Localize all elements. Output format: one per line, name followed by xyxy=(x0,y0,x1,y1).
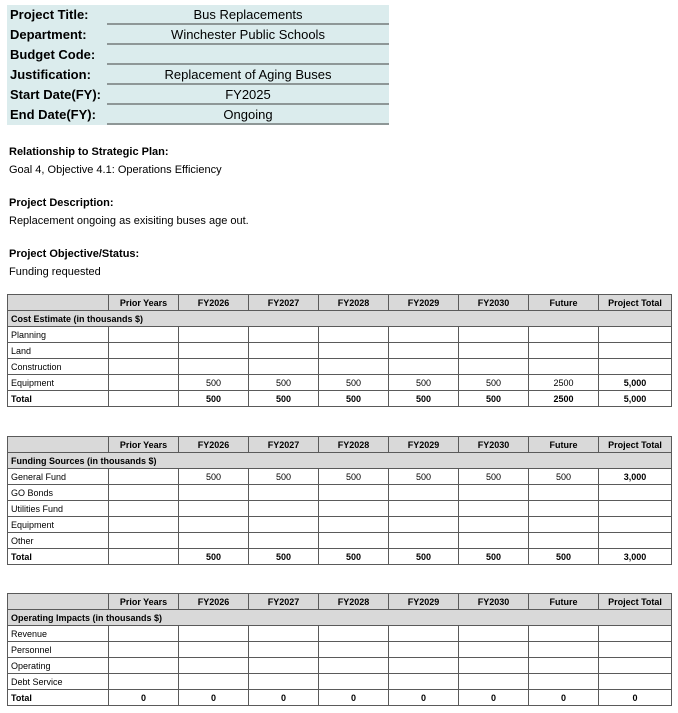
header-row-start-date xyxy=(7,85,389,105)
header-label: Start Date(FY): xyxy=(7,85,107,105)
cell xyxy=(179,327,249,343)
cell xyxy=(389,327,459,343)
table-row xyxy=(8,658,672,674)
table-header-row xyxy=(8,437,672,453)
cell xyxy=(249,642,319,658)
cell: 500 xyxy=(179,375,249,391)
cell: 500 xyxy=(389,375,459,391)
row-label: Planning xyxy=(8,327,109,343)
header-label: Project Title: xyxy=(7,5,107,25)
cell xyxy=(599,658,672,674)
cell xyxy=(459,658,529,674)
cell xyxy=(319,501,389,517)
cell xyxy=(529,517,599,533)
cell xyxy=(109,359,179,375)
cell xyxy=(109,642,179,658)
section-text: Goal 4, Objective 4.1: Operations Efficiency xyxy=(9,164,222,176)
cell xyxy=(179,642,249,658)
row-label: GO Bonds xyxy=(8,485,109,501)
cell: 500 xyxy=(389,391,459,407)
start-date-value: FY2025 xyxy=(107,85,389,105)
section-text: Funding requested xyxy=(9,266,101,278)
table-row xyxy=(8,533,672,549)
cell xyxy=(599,327,672,343)
group-title: Operating Impacts (in thousands $) xyxy=(8,610,672,626)
justification-value: Replacement of Aging Buses xyxy=(107,65,389,85)
project-description-section xyxy=(9,196,249,229)
column-header xyxy=(8,594,109,610)
cell xyxy=(109,674,179,690)
cell: 500 xyxy=(529,469,599,485)
cell xyxy=(249,626,319,642)
row-label: Personnel xyxy=(8,642,109,658)
table-row xyxy=(8,327,672,343)
cell xyxy=(599,501,672,517)
table-row xyxy=(8,375,672,391)
cell xyxy=(249,359,319,375)
cell: 3,000 xyxy=(599,549,672,565)
column-header: Future xyxy=(529,437,599,453)
cell xyxy=(249,658,319,674)
cell xyxy=(319,359,389,375)
cell xyxy=(109,485,179,501)
cell xyxy=(319,517,389,533)
cell xyxy=(529,658,599,674)
cell xyxy=(599,626,672,642)
cell xyxy=(249,517,319,533)
cell xyxy=(459,327,529,343)
column-header xyxy=(8,437,109,453)
end-date-value: Ongoing xyxy=(107,105,389,125)
row-label: Construction xyxy=(8,359,109,375)
cell xyxy=(459,517,529,533)
table-row xyxy=(8,517,672,533)
header-row-budget-code xyxy=(7,45,389,65)
cell xyxy=(109,343,179,359)
cell xyxy=(319,343,389,359)
cell: 500 xyxy=(319,391,389,407)
cell: 0 xyxy=(529,690,599,706)
cell: 2500 xyxy=(529,375,599,391)
header-label: Department: xyxy=(7,25,107,45)
header-label: Justification: xyxy=(7,65,107,85)
cell xyxy=(319,485,389,501)
section-title: Relationship to Strategic Plan: xyxy=(9,146,169,158)
cell xyxy=(319,327,389,343)
cell xyxy=(109,517,179,533)
table-row xyxy=(8,642,672,658)
table-row xyxy=(8,501,672,517)
row-label: Total xyxy=(8,690,109,706)
cell xyxy=(529,501,599,517)
header-row-justification xyxy=(7,65,389,85)
cell xyxy=(389,674,459,690)
group-header-row xyxy=(8,453,672,469)
cell: 500 xyxy=(249,549,319,565)
table-row xyxy=(8,359,672,375)
column-header: FY2029 xyxy=(389,295,459,311)
header-row-department xyxy=(7,25,389,45)
cell: 500 xyxy=(459,469,529,485)
cell xyxy=(389,658,459,674)
cell: 500 xyxy=(179,469,249,485)
column-header: FY2030 xyxy=(459,594,529,610)
column-header: FY2026 xyxy=(179,594,249,610)
cell xyxy=(109,501,179,517)
column-header: FY2026 xyxy=(179,437,249,453)
cell xyxy=(599,485,672,501)
cell xyxy=(529,359,599,375)
column-header: FY2030 xyxy=(459,437,529,453)
cell xyxy=(389,517,459,533)
cell: 5,000 xyxy=(599,375,672,391)
cell xyxy=(249,674,319,690)
table-row xyxy=(8,343,672,359)
project-objective-section xyxy=(9,247,139,280)
cell xyxy=(459,642,529,658)
row-label: Total xyxy=(8,549,109,565)
cost-estimate-table xyxy=(7,294,672,407)
cell xyxy=(179,517,249,533)
cell xyxy=(459,485,529,501)
cell: 500 xyxy=(459,375,529,391)
strategic-plan-section xyxy=(9,145,222,178)
cell: 500 xyxy=(249,375,319,391)
budget-code-value xyxy=(107,45,389,65)
cell: 500 xyxy=(459,549,529,565)
column-header: FY2029 xyxy=(389,437,459,453)
column-header: FY2028 xyxy=(319,295,389,311)
total-row xyxy=(8,690,672,706)
cell xyxy=(319,533,389,549)
cell xyxy=(109,327,179,343)
cell: 500 xyxy=(179,391,249,407)
cell xyxy=(599,359,672,375)
cell: 500 xyxy=(179,549,249,565)
column-header: Future xyxy=(529,295,599,311)
cell xyxy=(389,359,459,375)
cell xyxy=(529,674,599,690)
operating-impacts-table xyxy=(7,593,672,706)
cell: 500 xyxy=(389,469,459,485)
column-header: FY2029 xyxy=(389,594,459,610)
cell: 0 xyxy=(389,690,459,706)
cell xyxy=(179,485,249,501)
column-header: Prior Years xyxy=(109,437,179,453)
cell xyxy=(109,658,179,674)
group-title: Cost Estimate (in thousands $) xyxy=(8,311,672,327)
column-header: Prior Years xyxy=(109,594,179,610)
cell xyxy=(319,626,389,642)
cell: 0 xyxy=(319,690,389,706)
cell: 500 xyxy=(389,549,459,565)
cell xyxy=(459,501,529,517)
row-label: Other xyxy=(8,533,109,549)
cell xyxy=(529,626,599,642)
cell: 500 xyxy=(529,549,599,565)
cell xyxy=(529,533,599,549)
row-label: Revenue xyxy=(8,626,109,642)
cell xyxy=(179,501,249,517)
section-title: Project Description: xyxy=(9,197,114,209)
department-value: Winchester Public Schools xyxy=(107,25,389,45)
cell xyxy=(459,343,529,359)
column-header: FY2027 xyxy=(249,295,319,311)
cell xyxy=(249,533,319,549)
cell xyxy=(319,658,389,674)
header-row-title xyxy=(7,5,389,25)
row-label: General Fund xyxy=(8,469,109,485)
project-header xyxy=(7,5,389,125)
cell xyxy=(249,501,319,517)
cell: 0 xyxy=(109,690,179,706)
cell: 0 xyxy=(249,690,319,706)
column-header: FY2027 xyxy=(249,594,319,610)
group-header-row xyxy=(8,610,672,626)
table-row xyxy=(8,626,672,642)
cell xyxy=(529,485,599,501)
cell: 500 xyxy=(249,391,319,407)
cell: 0 xyxy=(599,690,672,706)
cell: 2500 xyxy=(529,391,599,407)
cell xyxy=(529,327,599,343)
row-label: Operating xyxy=(8,658,109,674)
cell xyxy=(389,533,459,549)
table-row xyxy=(8,674,672,690)
column-header: Project Total xyxy=(599,437,672,453)
row-label: Utilities Fund xyxy=(8,501,109,517)
cell: 500 xyxy=(319,549,389,565)
cell xyxy=(179,674,249,690)
table-row xyxy=(8,469,672,485)
group-title: Funding Sources (in thousands $) xyxy=(8,453,672,469)
column-header: FY2028 xyxy=(319,594,389,610)
row-label: Debt Service xyxy=(8,674,109,690)
cell xyxy=(599,517,672,533)
cell xyxy=(109,375,179,391)
table-header-row xyxy=(8,594,672,610)
header-label: Budget Code: xyxy=(7,45,107,65)
section-text: Replacement ongoing as exisiting buses age out. xyxy=(9,215,249,227)
cell xyxy=(459,359,529,375)
cell xyxy=(599,343,672,359)
cell: 500 xyxy=(319,469,389,485)
column-header xyxy=(8,295,109,311)
column-header: FY2027 xyxy=(249,437,319,453)
cell: 0 xyxy=(179,690,249,706)
cell xyxy=(179,626,249,642)
cell: 500 xyxy=(319,375,389,391)
cell xyxy=(529,642,599,658)
cell xyxy=(319,674,389,690)
row-label: Land xyxy=(8,343,109,359)
column-header: Future xyxy=(529,594,599,610)
cell xyxy=(459,674,529,690)
cell xyxy=(599,642,672,658)
cell xyxy=(389,501,459,517)
cell xyxy=(389,642,459,658)
project-title-value: Bus Replacements xyxy=(107,5,389,25)
cell xyxy=(249,485,319,501)
cell xyxy=(249,327,319,343)
column-header: Prior Years xyxy=(109,295,179,311)
column-header: Project Total xyxy=(599,295,672,311)
cell xyxy=(459,533,529,549)
total-row xyxy=(8,391,672,407)
cell xyxy=(179,533,249,549)
cell: 500 xyxy=(459,391,529,407)
row-label: Equipment xyxy=(8,375,109,391)
cell: 5,000 xyxy=(599,391,672,407)
cell xyxy=(179,343,249,359)
cell xyxy=(319,642,389,658)
total-row xyxy=(8,549,672,565)
cell xyxy=(599,674,672,690)
column-header: FY2026 xyxy=(179,295,249,311)
cell: 0 xyxy=(459,690,529,706)
cell xyxy=(179,359,249,375)
table-header-row xyxy=(8,295,672,311)
cell xyxy=(109,391,179,407)
row-label: Total xyxy=(8,391,109,407)
cell xyxy=(389,485,459,501)
group-header-row xyxy=(8,311,672,327)
header-row-end-date xyxy=(7,105,389,125)
column-header: FY2030 xyxy=(459,295,529,311)
cell xyxy=(249,343,319,359)
cell xyxy=(109,626,179,642)
cell: 500 xyxy=(249,469,319,485)
cell xyxy=(109,549,179,565)
cell xyxy=(389,626,459,642)
cell: 3,000 xyxy=(599,469,672,485)
row-label: Equipment xyxy=(8,517,109,533)
section-title: Project Objective/Status: xyxy=(9,248,140,260)
cell xyxy=(179,658,249,674)
cell xyxy=(389,343,459,359)
column-header: FY2028 xyxy=(319,437,389,453)
cell xyxy=(529,343,599,359)
cell xyxy=(109,469,179,485)
funding-sources-table xyxy=(7,436,672,565)
cell xyxy=(599,533,672,549)
column-header: Project Total xyxy=(599,594,672,610)
cell xyxy=(109,533,179,549)
cell xyxy=(459,626,529,642)
header-label: End Date(FY): xyxy=(7,105,107,125)
table-row xyxy=(8,485,672,501)
